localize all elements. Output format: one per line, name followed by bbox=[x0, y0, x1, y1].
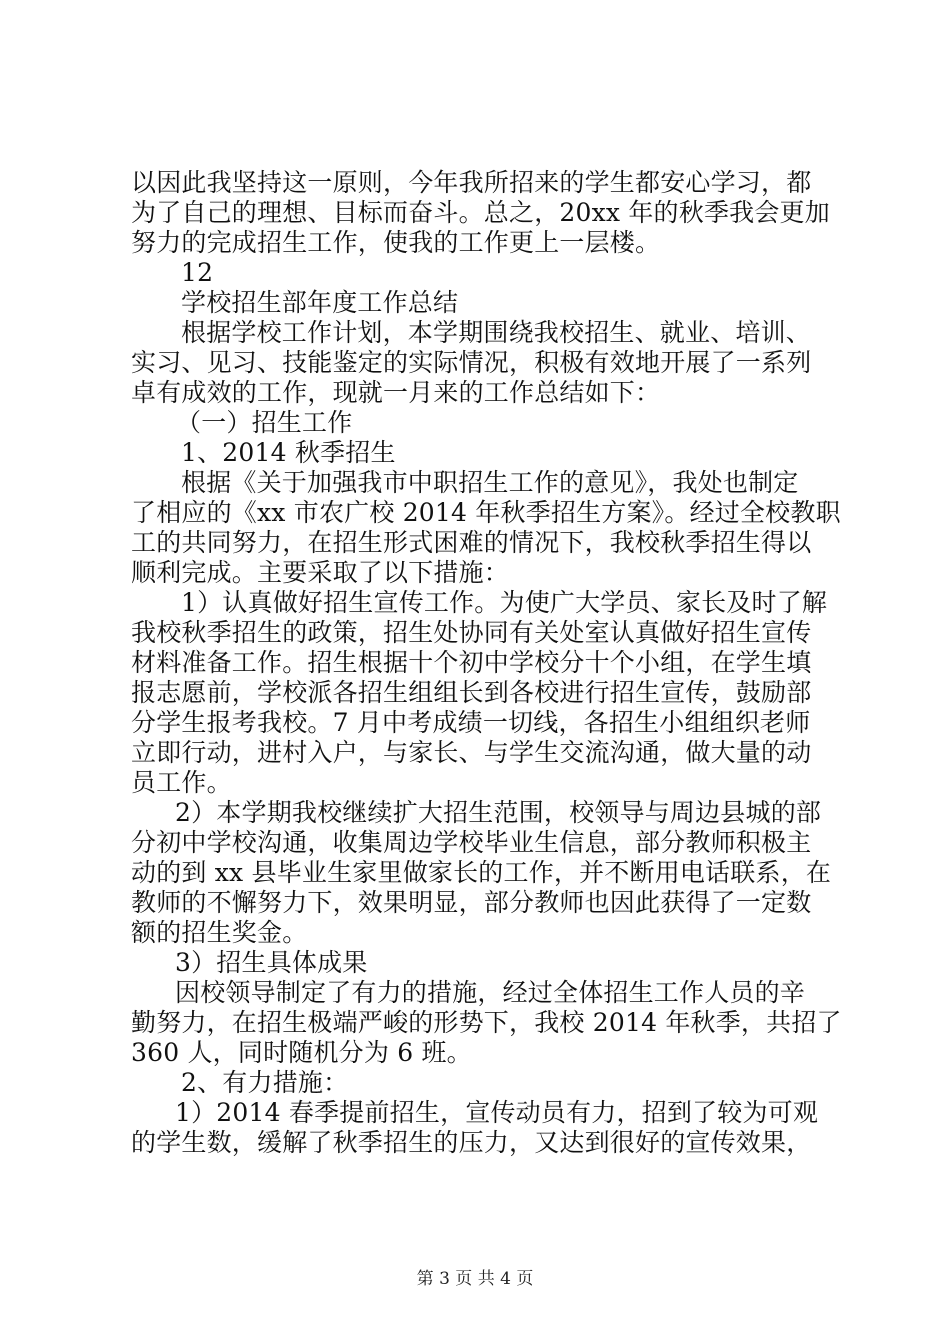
text-line: 顺利完成。主要采取了以下措施： bbox=[131, 558, 510, 587]
text-line: 员工作。 bbox=[131, 768, 232, 797]
subheading: 3）招生具体成果 bbox=[175, 948, 368, 977]
text-line: 额的招生奖金。 bbox=[131, 918, 308, 947]
text-line: 我校秋季招生的政策，招生处协同有关处室认真做好招生宣传 bbox=[131, 618, 812, 647]
text-line: 1）2014 春季提前招生，宣传动员有力，招到了较为可观 bbox=[175, 1098, 819, 1127]
text-line: 实习、见习、技能鉴定的实际情况，积极有效地开展了一系列 bbox=[131, 348, 812, 377]
text-line: 材料准备工作。招生根据十个初中学校分十个小组，在学生填 bbox=[131, 648, 812, 677]
text-line: 1）认真做好招生宣传工作。为使广大学员、家长及时了解 bbox=[181, 588, 828, 617]
text-line: 努力的完成招生工作，使我的工作更上一层楼。 bbox=[131, 228, 661, 257]
text-line: 因校领导制定了有力的措施，经过全体招生工作人员的辛 bbox=[175, 978, 806, 1007]
text-line: 360 人，同时随机分为 6 班。 bbox=[131, 1038, 472, 1067]
section-title: 学校招生部年度工作总结 bbox=[181, 288, 459, 317]
text-line: 的学生数，缓解了秋季招生的压力，又达到很好的宣传效果， bbox=[131, 1128, 812, 1157]
text-line: 根据《关于加强我市中职招生工作的意见》，我处也制定 bbox=[181, 468, 799, 497]
text-line: 分初中学校沟通，收集周边学校毕业生信息，部分教师积极主 bbox=[131, 828, 812, 857]
text-line: 分学生报考我校。7 月中考成绩一切线，各招生小组组织老师 bbox=[131, 708, 811, 737]
text-line: 教师的不懈努力下，效果明显，部分教师也因此获得了一定数 bbox=[131, 888, 812, 917]
page-number-marker: 12 bbox=[181, 258, 214, 287]
text-line: 以因此我坚持这一原则，今年我所招来的学生都安心学习，都 bbox=[131, 168, 812, 197]
text-line: 立即行动，进村入户，与家长、与学生交流沟通，做大量的动 bbox=[131, 738, 812, 767]
subheading: （一）招生工作 bbox=[176, 408, 353, 437]
subheading: 1、2014 秋季招生 bbox=[181, 438, 396, 467]
page-footer: 第 3 页 共 4 页 bbox=[416, 1269, 534, 1289]
text-line: 工的共同努力，在招生形式困难的情况下，我校秋季招生得以 bbox=[131, 528, 812, 557]
text-line: 报志愿前，学校派各招生组组长到各校进行招生宣传，鼓励部 bbox=[131, 678, 812, 707]
text-line: 为了自己的理想、目标而奋斗。总之，20xx 年的秋季我会更加 bbox=[131, 198, 830, 227]
subheading: 2、有力措施： bbox=[181, 1068, 349, 1097]
text-line: 根据学校工作计划，本学期围绕我校招生、就业、培训、 bbox=[181, 318, 812, 347]
text-line: 动的到 xx 县毕业生家里做家长的工作，并不断用电话联系，在 bbox=[131, 858, 832, 887]
text-line: 卓有成效的工作，现就一月来的工作总结如下： bbox=[131, 378, 661, 407]
text-line: 勤努力，在招生极端严峻的形势下，我校 2014 年秋季，共招了 bbox=[131, 1008, 842, 1037]
document-body bbox=[131, 168, 842, 1158]
text-line: 了相应的《xx 市农广校 2014 年秋季招生方案》。经过全校教职 bbox=[131, 498, 841, 527]
text-line: 2）本学期我校继续扩大招生范围，校领导与周边县城的部 bbox=[175, 798, 822, 827]
